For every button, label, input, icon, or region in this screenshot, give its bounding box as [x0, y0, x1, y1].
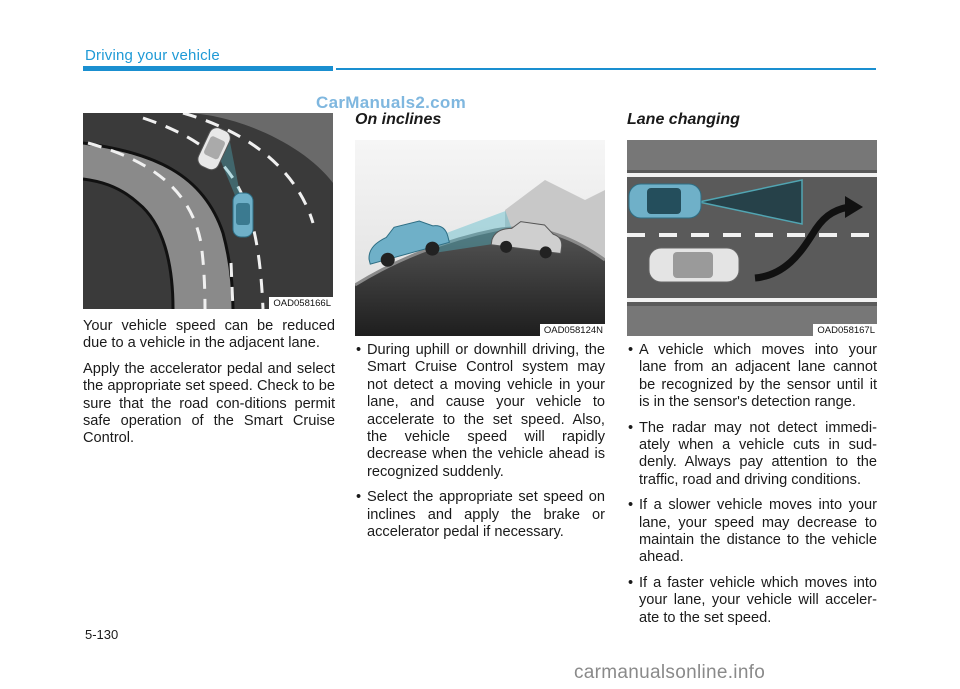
list-item: • The radar may not detect immedi-ately when a vehicle cuts in sud-denly. Always pay attention to the traffic, road and driving conditions.	[627, 420, 877, 490]
watermark-carmanuals2: CarManuals2.com	[316, 93, 466, 112]
list-item: • Select the appropriate set speed on inclines and apply the brake or accelerator pedal if necessary.	[355, 489, 605, 541]
heading-on-inclines: On inclines	[355, 111, 442, 128]
heading-lane-changing: Lane changing	[627, 111, 740, 128]
right-text	[627, 342, 877, 635]
section-title: Driving your vehicle	[85, 47, 220, 64]
page-number: 5-130	[85, 627, 119, 642]
middle-text	[355, 342, 605, 549]
header-rule-thin	[336, 68, 876, 70]
header-rule-thick	[83, 66, 333, 71]
list-item: • During uphill or downhill driving, the Smart Cruise Control system may not detect a moving vehicle in your lane, and cause your vehicle to accelerate to the set speed. Also, the vehicle speed will rapidly decrease when the vehicle ahead is recognized suddenly.	[355, 342, 605, 481]
list-item: • A vehicle which moves into your lane from an adjacent lane cannot be recognized by the sensor until it is in the sensor's detection range.	[627, 342, 877, 412]
paragraph: Your vehicle speed can be reduced due to a vehicle in the adjacent lane.	[83, 318, 335, 352]
figure-incline	[355, 140, 605, 336]
own-car-icon	[629, 184, 701, 218]
paragraph: Apply the accelerator pedal and select the appropriate set speed. Check to be sure that the road con-ditions permit safe operation of the Smart Cruise Control.	[83, 360, 335, 447]
left-text	[83, 318, 335, 456]
figure-code: OAD058167L	[813, 324, 877, 336]
figure-code: OAD058166L	[269, 297, 333, 309]
adjacent-car-icon	[649, 248, 739, 282]
footer-watermark: carmanualsonline.info	[574, 662, 766, 683]
own-car-icon	[233, 193, 253, 237]
figure-code: OAD058124N	[540, 324, 605, 336]
figure-curved-road	[83, 113, 333, 309]
figure-lane-change	[627, 140, 877, 336]
list-item: • If a slower vehicle moves into your lane, your speed may decrease to maintain the distance to the vehicle ahead.	[627, 497, 877, 567]
list-item: • If a faster vehicle which moves into your lane, your vehicle will acceler-ate to the set speed.	[627, 575, 877, 627]
